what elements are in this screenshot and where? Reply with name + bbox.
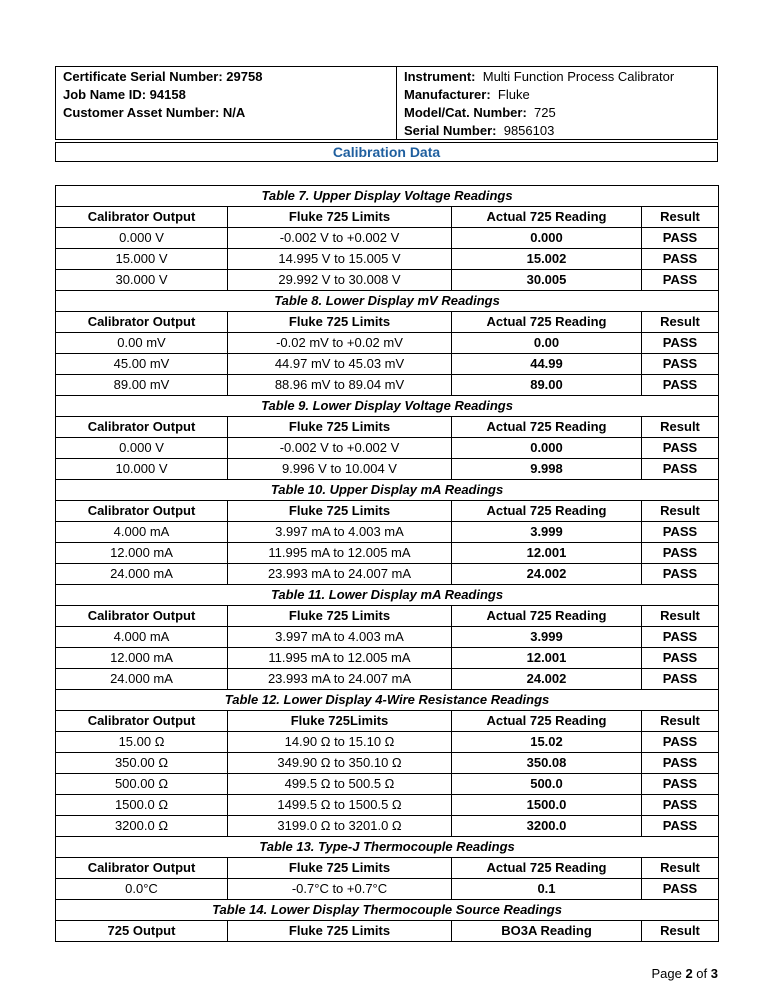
column-header-row bbox=[56, 312, 719, 333]
column-header: Calibrator Output bbox=[56, 606, 228, 627]
calibrator-output-cell: 1500.0 Ω bbox=[56, 795, 228, 816]
column-header: Fluke 725 Limits bbox=[228, 501, 452, 522]
table-title-row bbox=[56, 186, 719, 207]
column-header: Calibrator Output bbox=[56, 711, 228, 732]
limits-cell: 29.992 V to 30.008 V bbox=[228, 270, 452, 291]
column-header: Calibrator Output bbox=[56, 312, 228, 333]
calibrator-output-cell: 0.0°C bbox=[56, 879, 228, 900]
reading-cell: 24.002 bbox=[452, 564, 642, 585]
reading-cell: 9.998 bbox=[452, 459, 642, 480]
calibrator-output-cell: 350.00 Ω bbox=[56, 753, 228, 774]
result-cell: PASS bbox=[642, 459, 719, 480]
calibrator-output-cell: 0.000 V bbox=[56, 228, 228, 249]
column-header-row bbox=[56, 606, 719, 627]
column-header: Actual 725 Reading bbox=[452, 606, 642, 627]
calibrator-output-cell: 15.000 V bbox=[56, 249, 228, 270]
column-header-row bbox=[56, 417, 719, 438]
limits-cell: 23.993 mA to 24.007 mA bbox=[228, 669, 452, 690]
table-row bbox=[56, 228, 719, 249]
calibrator-output-cell: 30.000 V bbox=[56, 270, 228, 291]
calibrator-output-cell: 500.00 Ω bbox=[56, 774, 228, 795]
column-header: Calibrator Output bbox=[56, 207, 228, 228]
column-header: Actual 725 Reading bbox=[452, 312, 642, 333]
result-cell: PASS bbox=[642, 522, 719, 543]
limits-cell: 88.96 mV to 89.04 mV bbox=[228, 375, 452, 396]
of-word: of bbox=[696, 966, 708, 981]
table-title: Table 11. Lower Display mA Readings bbox=[56, 585, 719, 606]
reading-cell: 3.999 bbox=[452, 522, 642, 543]
calibrator-output-cell: 10.000 V bbox=[56, 459, 228, 480]
model-number-value: 725 bbox=[534, 105, 556, 120]
limits-cell: 23.993 mA to 24.007 mA bbox=[228, 564, 452, 585]
limits-cell: -0.02 mV to +0.02 mV bbox=[228, 333, 452, 354]
reading-cell: 89.00 bbox=[452, 375, 642, 396]
column-header: Actual 725 Reading bbox=[452, 501, 642, 522]
column-header: Calibrator Output bbox=[56, 501, 228, 522]
column-header-row bbox=[56, 711, 719, 732]
result-cell: PASS bbox=[642, 228, 719, 249]
header-left-column bbox=[56, 67, 397, 139]
table-title-row bbox=[56, 585, 719, 606]
calibrator-output-cell: 4.000 mA bbox=[56, 627, 228, 648]
table-row bbox=[56, 879, 719, 900]
table-row bbox=[56, 438, 719, 459]
reading-cell: 1500.0 bbox=[452, 795, 642, 816]
column-header-row bbox=[56, 207, 719, 228]
column-header: Result bbox=[642, 417, 719, 438]
column-header: Result bbox=[642, 711, 719, 732]
result-cell: PASS bbox=[642, 375, 719, 396]
serial-number-value: 9856103 bbox=[503, 123, 555, 138]
table-title: Table 14. Lower Display Thermocouple Source Readings bbox=[56, 900, 719, 921]
limits-cell: 14.995 V to 15.005 V bbox=[228, 249, 452, 270]
column-header: Actual 725 Reading bbox=[452, 417, 642, 438]
table-row bbox=[56, 753, 719, 774]
table-title-row bbox=[56, 900, 719, 921]
column-header: Fluke 725 Limits bbox=[228, 312, 452, 333]
table-title: Table 13. Type-J Thermocouple Readings bbox=[56, 837, 719, 858]
reading-cell: 0.000 bbox=[452, 438, 642, 459]
table-row bbox=[56, 669, 719, 690]
result-cell: PASS bbox=[642, 438, 719, 459]
reading-cell: 12.001 bbox=[452, 543, 642, 564]
column-header: Result bbox=[642, 606, 719, 627]
result-cell: PASS bbox=[642, 816, 719, 837]
result-cell: PASS bbox=[642, 543, 719, 564]
result-cell: PASS bbox=[642, 564, 719, 585]
calibrator-output-cell: 24.000 mA bbox=[56, 669, 228, 690]
limits-cell: -0.002 V to +0.002 V bbox=[228, 438, 452, 459]
table-title-row bbox=[56, 837, 719, 858]
calibrator-output-cell: 89.00 mV bbox=[56, 375, 228, 396]
column-header: Fluke 725 Limits bbox=[228, 921, 452, 942]
table-row bbox=[56, 270, 719, 291]
customer-asset-number: Customer Asset Number: N/A bbox=[63, 105, 246, 120]
model-number-label: Model/Cat. Number: bbox=[404, 105, 527, 120]
table-row bbox=[56, 816, 719, 837]
calibrator-output-cell: 45.00 mV bbox=[56, 354, 228, 375]
reading-cell: 0.00 bbox=[452, 333, 642, 354]
column-header: Fluke 725 Limits bbox=[228, 417, 452, 438]
table-title-row bbox=[56, 396, 719, 417]
page-number bbox=[651, 966, 718, 981]
reading-cell: 0.1 bbox=[452, 879, 642, 900]
calibrator-output-cell: 12.000 mA bbox=[56, 543, 228, 564]
table-title: Table 9. Lower Display Voltage Readings bbox=[56, 396, 719, 417]
column-header: Result bbox=[642, 312, 719, 333]
column-header-row bbox=[56, 501, 719, 522]
table-row bbox=[56, 795, 719, 816]
table-row bbox=[56, 375, 719, 396]
limits-cell: 3.997 mA to 4.003 mA bbox=[228, 627, 452, 648]
column-header: BO3A Reading bbox=[452, 921, 642, 942]
reading-cell: 12.001 bbox=[452, 648, 642, 669]
instrument-label: Instrument: bbox=[404, 69, 476, 84]
reading-cell: 24.002 bbox=[452, 669, 642, 690]
table-row bbox=[56, 774, 719, 795]
column-header: Result bbox=[642, 207, 719, 228]
table-row bbox=[56, 648, 719, 669]
result-cell: PASS bbox=[642, 333, 719, 354]
result-cell: PASS bbox=[642, 795, 719, 816]
result-cell: PASS bbox=[642, 354, 719, 375]
instrument-value: Multi Function Process Calibrator bbox=[482, 69, 675, 84]
column-header: Result bbox=[642, 858, 719, 879]
reading-cell: 15.02 bbox=[452, 732, 642, 753]
reading-cell: 500.0 bbox=[452, 774, 642, 795]
table-title: Table 8. Lower Display mV Readings bbox=[56, 291, 719, 312]
table-row bbox=[56, 354, 719, 375]
serial-number-label: Serial Number: bbox=[404, 123, 497, 138]
table-row bbox=[56, 543, 719, 564]
column-header: Result bbox=[642, 921, 719, 942]
column-header: Calibrator Output bbox=[56, 858, 228, 879]
result-cell: PASS bbox=[642, 753, 719, 774]
table-title: Table 12. Lower Display 4-Wire Resistance Readings bbox=[56, 690, 719, 711]
certificate-serial-number: Certificate Serial Number: 29758 bbox=[63, 69, 263, 84]
calibrator-output-cell: 4.000 mA bbox=[56, 522, 228, 543]
calibrator-output-cell: 24.000 mA bbox=[56, 564, 228, 585]
limits-cell: 44.97 mV to 45.03 mV bbox=[228, 354, 452, 375]
current-page: 2 bbox=[685, 966, 693, 981]
limits-cell: 3.997 mA to 4.003 mA bbox=[228, 522, 452, 543]
limits-cell: 11.995 mA to 12.005 mA bbox=[228, 648, 452, 669]
limits-cell: 14.90 Ω to 15.10 Ω bbox=[228, 732, 452, 753]
calibrator-output-cell: 15.00 Ω bbox=[56, 732, 228, 753]
table-row bbox=[56, 459, 719, 480]
table-row bbox=[56, 522, 719, 543]
column-header: Actual 725 Reading bbox=[452, 858, 642, 879]
column-header: Result bbox=[642, 501, 719, 522]
result-cell: PASS bbox=[642, 648, 719, 669]
reading-cell: 3200.0 bbox=[452, 816, 642, 837]
manufacturer-label: Manufacturer: bbox=[404, 87, 491, 102]
result-cell: PASS bbox=[642, 774, 719, 795]
column-header-row bbox=[56, 858, 719, 879]
column-header: Actual 725 Reading bbox=[452, 711, 642, 732]
reading-cell: 15.002 bbox=[452, 249, 642, 270]
page-word: Page bbox=[651, 966, 682, 981]
job-name-id: Job Name ID: 94158 bbox=[63, 87, 186, 102]
limits-cell: 349.90 Ω to 350.10 Ω bbox=[228, 753, 452, 774]
table-title: Table 10. Upper Display mA Readings bbox=[56, 480, 719, 501]
limits-cell: 3199.0 Ω to 3201.0 Ω bbox=[228, 816, 452, 837]
result-cell: PASS bbox=[642, 270, 719, 291]
table-title: Table 7. Upper Display Voltage Readings bbox=[56, 186, 719, 207]
reading-cell: 44.99 bbox=[452, 354, 642, 375]
limits-cell: 11.995 mA to 12.005 mA bbox=[228, 543, 452, 564]
limits-cell: 9.996 V to 10.004 V bbox=[228, 459, 452, 480]
table-title-row bbox=[56, 480, 719, 501]
limits-cell: 1499.5 Ω to 1500.5 Ω bbox=[228, 795, 452, 816]
reading-cell: 0.000 bbox=[452, 228, 642, 249]
result-cell: PASS bbox=[642, 669, 719, 690]
column-header: Fluke 725 Limits bbox=[228, 858, 452, 879]
table-row bbox=[56, 249, 719, 270]
limits-cell: -0.002 V to +0.002 V bbox=[228, 228, 452, 249]
table-row bbox=[56, 333, 719, 354]
result-cell: PASS bbox=[642, 732, 719, 753]
table-row bbox=[56, 564, 719, 585]
column-header: Calibrator Output bbox=[56, 417, 228, 438]
table-row bbox=[56, 732, 719, 753]
column-header-row bbox=[56, 921, 719, 942]
table-row bbox=[56, 627, 719, 648]
manufacturer-value: Fluke bbox=[497, 87, 530, 102]
limits-cell: 499.5 Ω to 500.5 Ω bbox=[228, 774, 452, 795]
certificate-header bbox=[55, 66, 718, 140]
calibration-data-title: Calibration Data bbox=[55, 142, 718, 162]
reading-cell: 350.08 bbox=[452, 753, 642, 774]
calibrator-output-cell: 12.000 mA bbox=[56, 648, 228, 669]
column-header: Fluke 725 Limits bbox=[228, 606, 452, 627]
header-right-column bbox=[397, 67, 717, 139]
result-cell: PASS bbox=[642, 249, 719, 270]
reading-cell: 3.999 bbox=[452, 627, 642, 648]
column-header: 725 Output bbox=[56, 921, 228, 942]
column-header: Fluke 725 Limits bbox=[228, 207, 452, 228]
calibrator-output-cell: 0.000 V bbox=[56, 438, 228, 459]
calibrator-output-cell: 0.00 mV bbox=[56, 333, 228, 354]
column-header: Fluke 725Limits bbox=[228, 711, 452, 732]
table-title-row bbox=[56, 690, 719, 711]
calibration-data-table bbox=[55, 185, 719, 942]
calibrator-output-cell: 3200.0 Ω bbox=[56, 816, 228, 837]
result-cell: PASS bbox=[642, 627, 719, 648]
column-header: Actual 725 Reading bbox=[452, 207, 642, 228]
limits-cell: -0.7°C to +0.7°C bbox=[228, 879, 452, 900]
total-pages: 3 bbox=[710, 966, 718, 981]
reading-cell: 30.005 bbox=[452, 270, 642, 291]
result-cell: PASS bbox=[642, 879, 719, 900]
table-title-row bbox=[56, 291, 719, 312]
